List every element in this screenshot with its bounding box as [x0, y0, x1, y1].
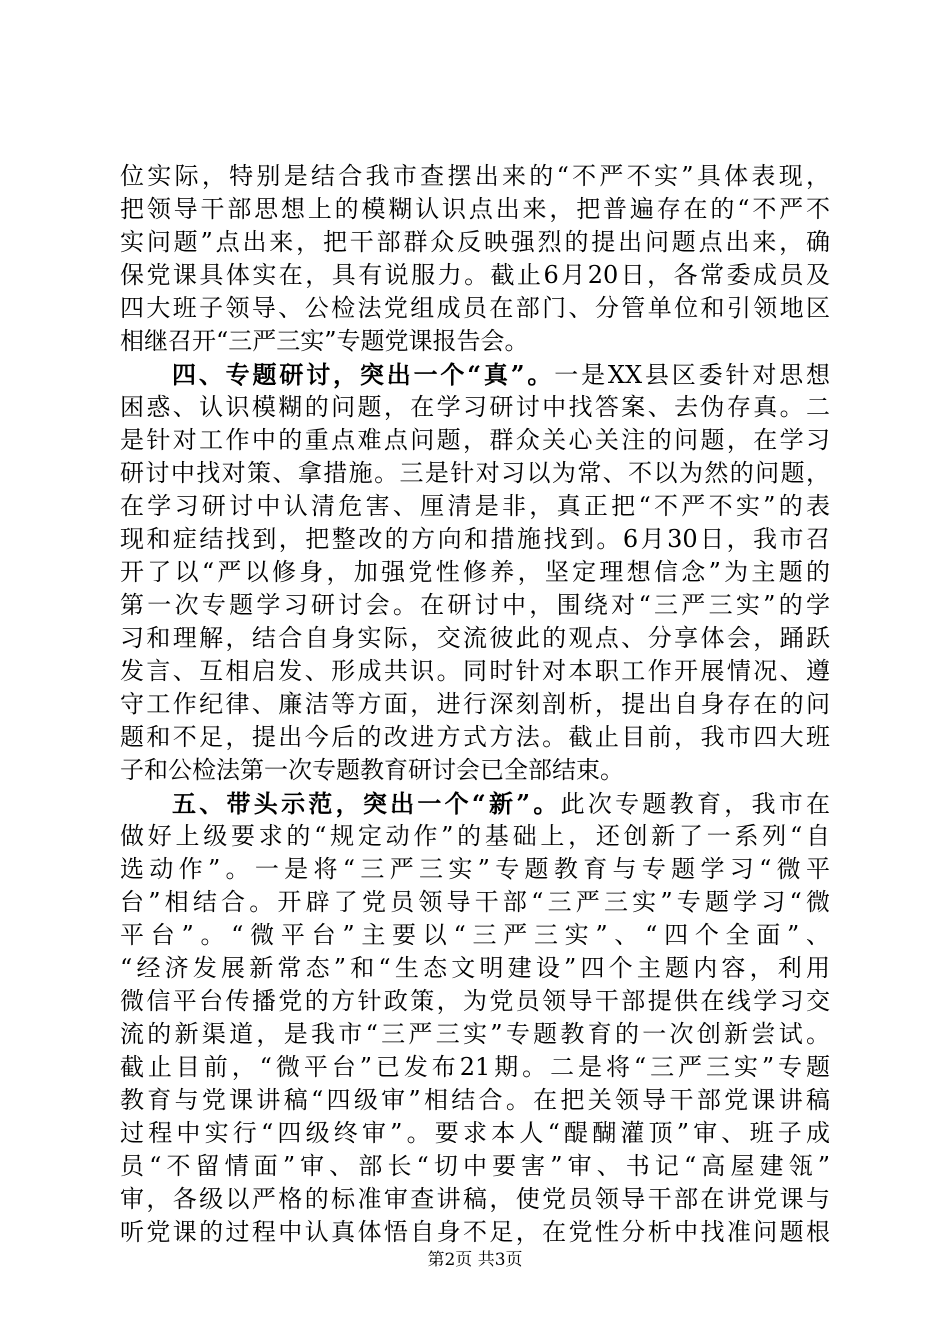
line-text: 平台”。“微平台”主要以“三严三实”、“四个全面”、: [120, 921, 830, 949]
line-text: 相继召开“三严三实”专题党课报告会。: [120, 327, 529, 355]
text-line: [120, 589, 830, 622]
body-text: [120, 160, 830, 1249]
text-line: [120, 226, 830, 259]
text-line: [120, 523, 830, 556]
text-line: [120, 1117, 830, 1150]
section-heading: 五、带头示范，突出一个“新”。: [172, 789, 561, 818]
line-text: 此次专题教育，我市在: [560, 790, 831, 818]
line-text: 台”相结合。开辟了党员领导干部“三严三实”专题学习“微: [120, 888, 830, 916]
text-line: [120, 160, 830, 193]
page-footer: 第2页 共3页: [427, 1250, 523, 1270]
line-text: 保党课具体实在，具有说服力。截止6月20日，各常委成员及: [120, 261, 830, 289]
text-line: [120, 391, 830, 424]
line-text: 位实际，特别是结合我市查摆出来的“不严不实”具体表现，: [120, 162, 830, 190]
text-line: [120, 424, 830, 457]
line-text: 研讨中找对策、拿措施。三是针对习以为常、不以为然的问题，: [120, 459, 830, 487]
text-line: [120, 556, 830, 589]
line-text: 四大班子领导、公检法党组成员在部门、分管单位和引领地区: [120, 294, 830, 322]
line-text: 题和不足，提出今后的改进方式方法。截止目前，我市四大班: [120, 723, 830, 751]
text-line: [120, 1018, 830, 1051]
text-line: [120, 358, 830, 391]
text-line: [120, 952, 830, 985]
line-text: 微信平台传播党的方针政策，为党员领导干部提供在线学习交: [120, 987, 830, 1015]
line-text: 审，各级以严格的标准审查讲稿，使党员领导干部在讲党课与: [120, 1185, 830, 1213]
line-text: 困惑、认识模糊的问题，在学习研讨中找答案、去伪存真。二: [120, 393, 830, 421]
text-line: [120, 985, 830, 1018]
text-line: [120, 886, 830, 919]
line-text: 做好上级要求的“规定动作”的基础上，还创新了一系列“自: [120, 822, 830, 850]
text-line: [120, 688, 830, 721]
line-text: 第一次专题学习研讨会。在研讨中，围绕对“三严三实”的学: [120, 591, 830, 619]
text-line: [120, 292, 830, 325]
line-text: 在学习研讨中认清危害、厘清是非，真正把“不严不实”的表: [120, 492, 830, 520]
text-line: [120, 1150, 830, 1183]
line-text: 子和公检法第一次专题教育研讨会已全部结束。: [120, 756, 624, 784]
text-line: [120, 325, 830, 358]
text-line: [120, 193, 830, 226]
text-line: [120, 457, 830, 490]
line-text: 发言、互相启发、形成共识。同时针对本职工作开展情况、遵: [120, 657, 830, 685]
line-text: 员“不留情面”审、部长“切中要害”审、书记“高屋建瓴”: [120, 1152, 830, 1180]
line-text: 是针对工作中的重点难点问题，群众关心关注的问题，在学习: [120, 426, 830, 454]
text-line: [120, 1051, 830, 1084]
text-line: [120, 259, 830, 292]
line-text: 一是XX县区委针对思想: [554, 361, 831, 389]
text-line: [120, 721, 830, 754]
line-text: 习和理解，结合自身实际，交流彼此的观点、分享体会，踊跃: [120, 624, 830, 652]
line-text: 把领导干部思想上的模糊认识点出来，把普遍存在的“不严不: [120, 195, 830, 223]
line-text: 截止目前，“微平台”已发布21期。二是将“三严三实”专题: [120, 1053, 830, 1081]
text-line: [120, 919, 830, 952]
line-text: 教育与党课讲稿“四级审”相结合。在把关领导干部党课讲稿: [120, 1086, 830, 1114]
line-text: 开了以“严以修身，加强党性修养，坚定理想信念”为主题的: [120, 558, 830, 586]
text-line: [120, 655, 830, 688]
section-heading: 四、专题研讨，突出一个“真”。: [172, 360, 555, 389]
text-line: [120, 1084, 830, 1117]
text-line: [120, 853, 830, 886]
text-line: [120, 754, 830, 787]
text-line: [120, 622, 830, 655]
text-line: [120, 787, 830, 820]
line-text: 守工作纪律、廉洁等方面，进行深刻剖析，提出自身存在的问: [120, 690, 830, 718]
line-text: “经济发展新常态”和“生态文明建设”四个主题内容，利用: [120, 954, 830, 982]
text-line: [120, 820, 830, 853]
line-text: 实问题”点出来，把干部群众反映强烈的提出问题点出来，确: [120, 228, 830, 256]
line-text: 选动作”。一是将“三严三实”专题教育与专题学习“微平: [120, 855, 830, 883]
text-line: [120, 490, 830, 523]
line-text: 流的新渠道，是我市“三严三实”专题教育的一次创新尝试。: [120, 1020, 830, 1048]
text-line: [120, 1183, 830, 1216]
line-text: 过程中实行“四级终审”。要求本人“醍醐灌顶”审、班子成: [120, 1119, 830, 1147]
line-text: 听党课的过程中认真体悟自身不足，在党性分析中找准问题根: [120, 1218, 830, 1246]
line-text: 现和症结找到，把整改的方向和措施找到。6月30日，我市召: [120, 525, 830, 553]
